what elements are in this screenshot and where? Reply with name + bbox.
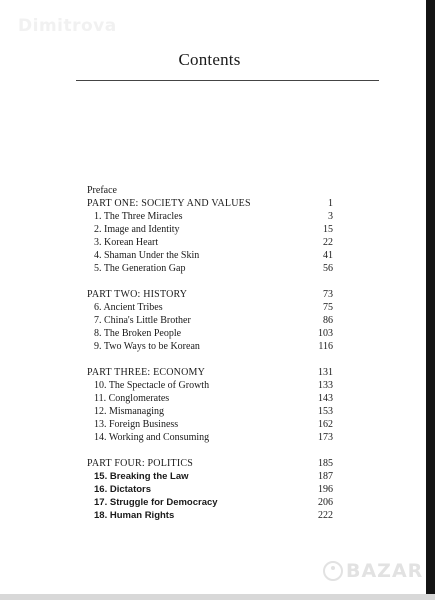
part-page: 73 <box>323 289 333 300</box>
title-rule <box>76 80 379 81</box>
chapter-title: Working and Consuming <box>108 432 210 443</box>
chapter-page: 222 <box>318 510 333 521</box>
chapter-row <box>87 405 333 418</box>
chapter-title: Conglomerates <box>108 393 170 404</box>
chapter-page: 41 <box>323 250 333 261</box>
table-of-contents <box>87 184 333 535</box>
chapter-page: 86 <box>323 315 333 326</box>
chapter-row <box>87 236 333 249</box>
toc-part-1 <box>87 197 333 275</box>
part-label: PART FOUR: POLITICS <box>87 458 194 469</box>
chapter-title: Shaman Under the Skin <box>104 250 200 261</box>
toc-part-3 <box>87 366 333 444</box>
chapter-number: 3. <box>94 237 102 248</box>
chapter-row <box>87 223 333 236</box>
chapter-page: 187 <box>318 471 333 482</box>
chapter-page: 3 <box>328 211 333 222</box>
part-page: 1 <box>328 198 333 209</box>
chapter-number: 16. <box>94 484 108 495</box>
watermark-bazar <box>322 560 423 582</box>
part-heading <box>87 366 333 379</box>
chapter-row <box>87 314 333 327</box>
chapter-title: The Spectacle of Growth <box>108 380 210 391</box>
watermark-bazar-text: BAZAR <box>346 560 424 582</box>
chapter-number: 6. <box>94 302 102 313</box>
chapter-number: 5. <box>94 263 102 274</box>
part-heading <box>87 197 333 210</box>
toc-part-4 <box>87 457 333 522</box>
chapter-number: 13. <box>94 419 107 430</box>
part-label: PART TWO: HISTORY <box>87 289 188 300</box>
chapter-number: 7. <box>94 315 102 326</box>
chapter-page: 162 <box>318 419 333 430</box>
chapter-page: 75 <box>323 302 333 313</box>
chapter-title: Mismanaging <box>109 406 164 417</box>
toc-preface <box>87 184 333 197</box>
chapter-title: Breaking the Law <box>109 471 189 482</box>
preface-label: Preface <box>87 185 117 196</box>
chapter-number: 2. <box>94 224 102 235</box>
chapter-row <box>87 210 333 223</box>
chapter-row <box>87 301 333 314</box>
chapter-title: Human Rights <box>109 510 175 521</box>
chapter-page: 153 <box>318 406 333 417</box>
part-page: 185 <box>318 458 333 469</box>
toc-part-2 <box>87 288 333 353</box>
part-heading <box>87 288 333 301</box>
chapter-row <box>87 327 333 340</box>
chapter-row <box>87 262 333 275</box>
part-label: PART THREE: ECONOMY <box>87 367 206 378</box>
chapter-row <box>87 496 333 509</box>
chapter-title: Struggle for Democracy <box>109 497 218 508</box>
chapter-page: 56 <box>323 263 333 274</box>
chapter-row <box>87 470 333 483</box>
chapter-title: The Generation Gap <box>103 263 186 274</box>
chapter-number: 14. <box>94 432 107 443</box>
chapter-title: The Three Miracles <box>103 211 183 222</box>
chapter-row <box>87 418 333 431</box>
chapter-row <box>87 431 333 444</box>
chapter-row <box>87 509 333 522</box>
chapter-number: 17. <box>94 497 108 508</box>
part-heading <box>87 457 333 470</box>
chapter-number: 15. <box>94 471 108 482</box>
chapter-title: Two Ways to be Korean <box>103 341 200 352</box>
chapter-page: 116 <box>318 341 333 352</box>
chapter-page: 133 <box>318 380 333 391</box>
watermark-dimitrova: Dimitrova <box>18 16 117 36</box>
chapter-number: 1. <box>94 211 102 222</box>
chapter-title: Image and Identity <box>104 224 180 235</box>
tag-icon <box>322 560 344 582</box>
chapter-title: Foreign Business <box>109 419 179 430</box>
chapter-title: The Broken People <box>103 328 182 339</box>
chapter-row <box>87 379 333 392</box>
chapter-page: 173 <box>318 432 333 443</box>
chapter-title: Ancient Tribes <box>103 302 163 313</box>
chapter-number: 18. <box>94 510 108 521</box>
chapter-row <box>87 249 333 262</box>
chapter-number: 9. <box>94 341 102 352</box>
chapter-title: China's Little Brother <box>104 315 191 326</box>
chapter-page: 143 <box>318 393 333 404</box>
page-edge-shadow <box>426 0 435 600</box>
chapter-page: 15 <box>323 224 333 235</box>
chapter-row <box>87 340 333 353</box>
chapter-number: 8. <box>94 328 102 339</box>
chapter-page: 22 <box>323 237 333 248</box>
chapter-title: Dictators <box>109 484 152 495</box>
chapter-row <box>87 392 333 405</box>
part-label: PART ONE: SOCIETY AND VALUES <box>87 198 251 209</box>
chapter-page: 206 <box>318 497 333 508</box>
chapter-number: 10. <box>94 380 107 391</box>
chapter-page: 103 <box>318 328 333 339</box>
part-page: 131 <box>318 367 333 378</box>
page-title: Contents <box>178 50 241 69</box>
chapter-number: 11. <box>94 393 107 404</box>
page-bottom-shadow <box>0 594 435 600</box>
chapter-number: 12. <box>94 406 107 417</box>
chapter-number: 4. <box>94 250 102 261</box>
chapter-page: 196 <box>318 484 333 495</box>
chapter-title: Korean Heart <box>104 237 159 248</box>
chapter-row <box>87 483 333 496</box>
